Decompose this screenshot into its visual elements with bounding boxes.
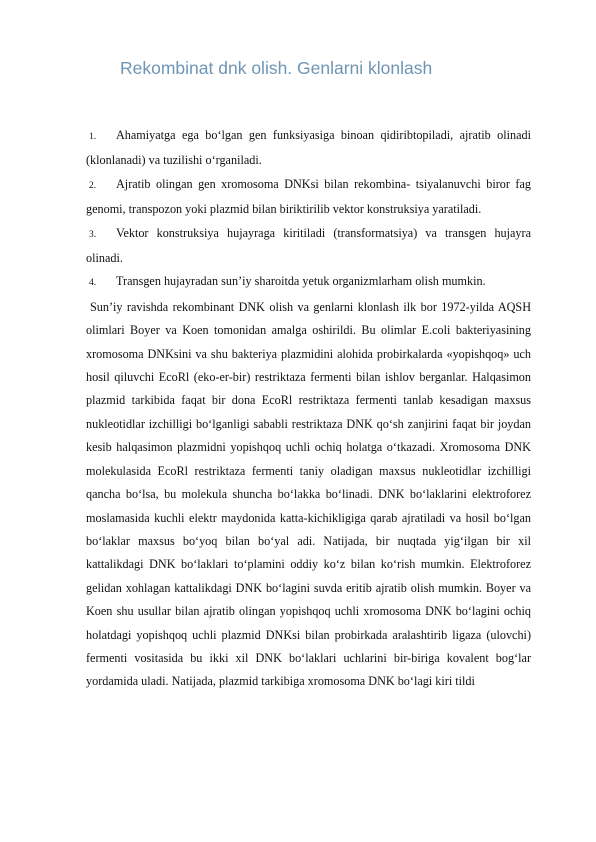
list-item-text: Ahamiyatga ega bo‘lgan gen funksiyasiga binoan qidiribtopiladi, ajratib olinadi (klonlanadi) va tuzilishi o‘rganiladi. <box>86 128 531 168</box>
page-title: Rekombinat dnk olish. Genlarni klonlash <box>120 58 433 78</box>
list-item-text: Transgen hujayradan sun’iy sharoitda yetuk organizmlarham olish mumkin. <box>116 274 486 289</box>
list-number: 2. <box>89 180 97 191</box>
list-item-text: Ajratib olingan gen xromosoma DNKsi bilan rekombina- tsiyalanuvchi biror fag genomi, transpozon yoki plazmid bilan biriktirilib vektor konstruksiya yaratiladi. <box>86 176 531 217</box>
list-item-text: Vektor konstruksiya hujayraga kiritiladi (transformatsiya) va transgen hujayra olinadi. <box>86 225 531 266</box>
list-number: 4. <box>89 278 97 289</box>
list-item <box>86 222 531 271</box>
list-number: 3. <box>89 229 97 240</box>
document-body <box>86 124 531 694</box>
list-number: 1. <box>89 132 97 142</box>
list-item <box>86 270 531 295</box>
list-item <box>86 173 531 222</box>
list-item <box>86 124 531 173</box>
body-paragraph: Sun’iy ravishda rekombinant DNK olish va genlarni klonlash ilk bor 1972-yilda AQSH olimlari Boyer va Koen tomonidan amalga oshirildi. Bu olimlar E.coli bakteriyasining xromosoma DNKsini va shu bakteriya plazmidini alohida probirkalarda «yopishqoq» uch hosil qiluvchi EcoRl (eko-er-bir) restriktaza fermenti bilan ishlov berganlar. Halqasimon plazmid tarkibida faqat bir dona EcoRl restriktaza fermenti tanlab kesadigan maxsus nukleotidlar izchilligi bo‘lganligi sababli restriktaza DNK qo‘sh zanjirini faqat bir joydan kesib halqasimon plazmidni yopishqoq uchli ochiq holatga o‘tkazadi. Xromosoma DNK molekulasida EcoRl restriktaza fermenti taniy oladigan maxsus nukleotidlar izchilligi qancha bo‘lsa, bu molekula shuncha bo‘lakka bo‘linadi. DNK bo‘laklarini elektroforez moslamasida kuchli elektr maydonida katta-kichikligiga qarab ajratiladi va hosil bo‘lgan bo‘laklar maxsus bo‘yoq bilan bo‘yal adi. Natijada, bir nuqtada yig‘ilgan bir xil kattalikdagi DNK bo‘laklari to‘plamini oddiy ko‘z bilan ko‘rish mumkin. Elektroforez gelidan xohlagan kattalikdagi DNK bo‘lagini suvda eritib ajratib olish mumkin. Boyer va Koen shu usullar bilan ajratib olingan yopishqoq uchli xromosoma DNK bo‘lagini ochiq holatdagi yopishqoq uchli plazmid DNKsi bilan probirkada aralashtirib ligaza (ulovchi) fermenti vositasida bu ikki xil DNK bo‘laklari uchlarini bir-biriga kovalent bog‘lar yordamida uladi. Natijada, plazmid tarkibiga xromosoma DNK bo‘lagi kiri tildi <box>86 299 531 689</box>
